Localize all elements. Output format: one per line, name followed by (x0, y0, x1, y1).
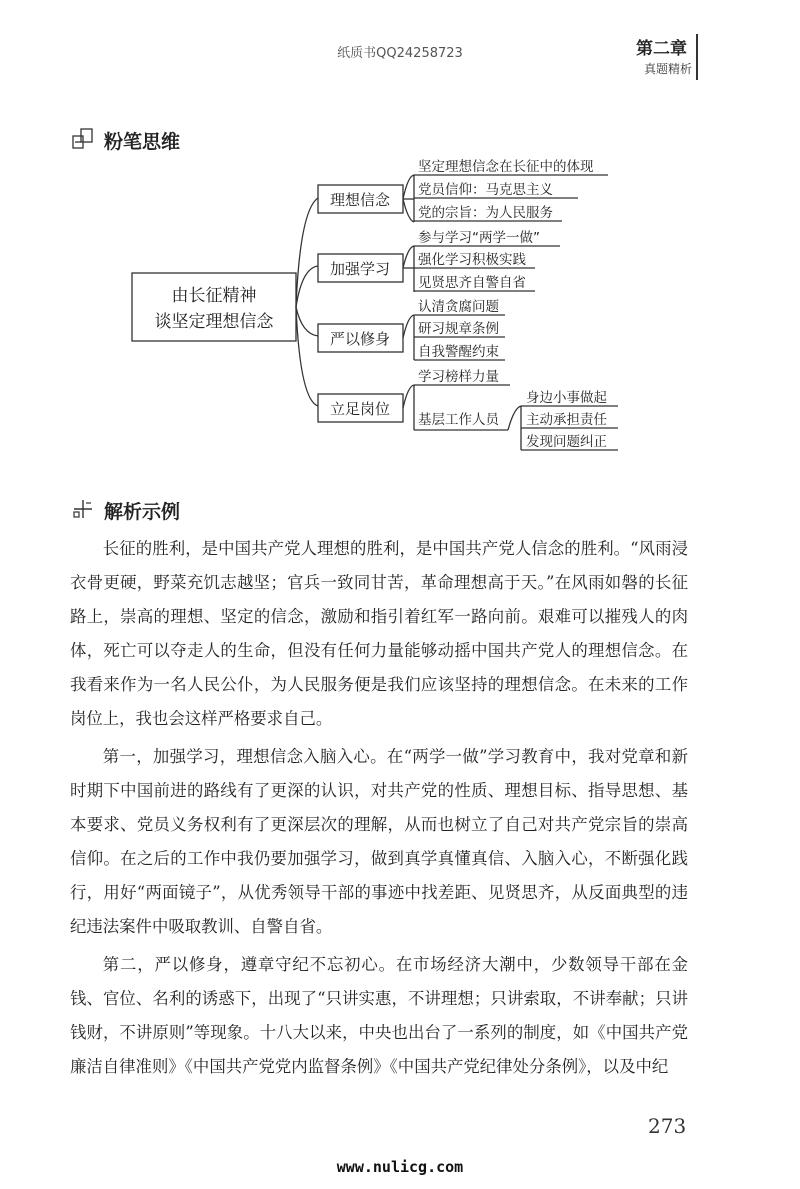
chapter-title: 第二章 (636, 39, 687, 59)
branch-label-1: 理想信念 (329, 191, 391, 209)
paragraph-3: 第二，严以修身，遵章守纪不忘初心。在市场经济大潮中，少数领导干部在金钱、官位、名利的诱惑下，出现了“只讲实惠，不讲理想；只讲索取，不讲奉献；只讲钱财，不讲原则”等现象。十八大以来，中央也出台了一系列的制度，如《中国共产党廉洁自律准则》《中国共产党党内监督条例》《中国共产党纪律处分条例》，以及中纪 (70, 955, 688, 1076)
root-label-line2: 谈坚定理想信念 (154, 312, 274, 332)
header-watermark-text: 纸质书QQ24258723 (337, 46, 463, 61)
paragraph-1: 长征的胜利，是中国共产党人理想的胜利，是中国共产党人信念的胜利。“风雨浸衣骨更硬，野菜充饥志越坚；官兵一致同甘苦，革命理想高于天。”在风雨如磐的长征路上，崇高的理想、坚定的信念，激励和指引着红军一路向前。艰难可以摧残人的肉体，死亡可以夺走人的生命，但没有任何力量能够动摇中国共产党人的理想信念。在我看来作为一名人民公仆，为人民服务便是我们应该坚持的理想信念。在未来的工作岗位上，我也会这样严格要求自己。 (70, 539, 688, 728)
header-divider (696, 34, 698, 80)
footer-url: www.nulicg.com (336, 1158, 464, 1176)
leaf-3-3: 自我警醒约束 (418, 344, 499, 360)
chapter-subtitle: 真题精析 (644, 62, 693, 76)
branch-label-4: 立足岗位 (329, 400, 391, 418)
leaf-1-2: 党员信仰：马克思主义 (418, 182, 553, 198)
sub-leaf-3: 发现问题纠正 (526, 434, 607, 450)
sub-leaf-1: 身边小事做起 (526, 390, 607, 406)
analysis-body (70, 532, 688, 1084)
leaf-4-1: 学习榜样力量 (418, 369, 499, 385)
section-title-analysis: 解析示例 (104, 501, 181, 523)
leaf-1-1: 坚定理想信念在长征中的体现 (418, 159, 594, 175)
sub-branch-label: 基层工作人员 (418, 412, 499, 428)
mindmap-icon (72, 128, 94, 150)
leaf-2-1: 参与学习“两学一做” (418, 230, 540, 246)
page-number: 273 (648, 1114, 687, 1138)
leaf-2-2: 强化学习积极实践 (418, 252, 526, 268)
leaf-2-3: 见贤思齐自警自省 (418, 275, 526, 291)
mind-map (0, 150, 800, 460)
sub-leaf-2: 主动承担责任 (526, 412, 607, 428)
analysis-icon (72, 498, 94, 520)
leaf-1-3: 党的宗旨：为人民服务 (418, 205, 553, 221)
section-title-mindmap: 粉笔思维 (104, 131, 181, 153)
leaf-3-2: 研习规章条例 (418, 321, 499, 337)
leaf-3-1: 认清贪腐问题 (418, 299, 499, 315)
branch-label-2: 加强学习 (329, 260, 391, 278)
branch-label-3: 严以修身 (329, 330, 391, 348)
paragraph-2: 第一，加强学习，理想信念入脑入心。在“两学一做”学习教育中，我对党章和新时期下中国前进的路线有了更深的认识，对共产党的性质、理想目标、指导思想、基本要求、党员义务权利有了更深层次的理解，从而也树立了自己对共产党宗旨的崇高信仰。在之后的工作中我仍要加强学习，做到真学真懂真信、入脑入心，不断强化践行，用好“两面镜子”，从优秀领导干部的事迹中找差距、见贤思齐，从反面典型的违纪违法案件中吸取教训、自警自省。 (70, 747, 688, 936)
root-label-line1: 由长征精神 (171, 286, 257, 306)
